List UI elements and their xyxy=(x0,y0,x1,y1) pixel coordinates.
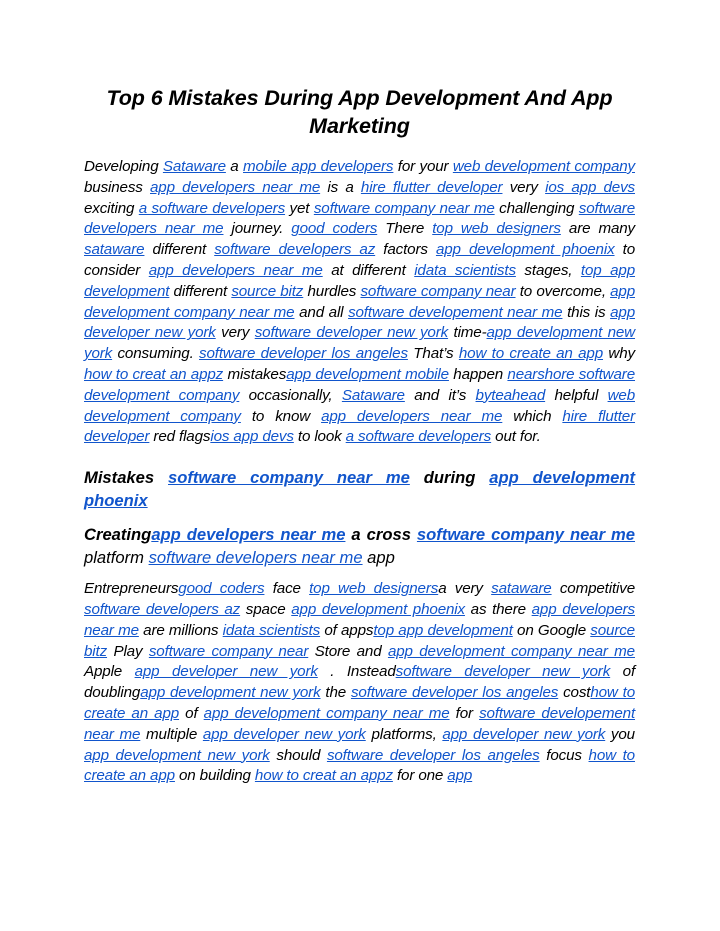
text-run: competitive xyxy=(551,580,636,598)
section-heading-mistakes xyxy=(84,466,635,512)
inline-link[interactable]: software developement near me xyxy=(84,704,636,743)
text-run: platform xyxy=(84,548,149,568)
text-run: helpful xyxy=(545,386,608,404)
inline-link[interactable]: software company near me xyxy=(168,468,410,488)
text-run: Entrepreneurs xyxy=(84,580,179,598)
inline-link[interactable]: software company near me xyxy=(416,525,636,545)
inline-link[interactable]: nearshore software development company xyxy=(84,365,636,404)
inline-link[interactable]: how to create an app xyxy=(84,684,635,722)
text-run: space xyxy=(240,600,292,618)
cross-platform-paragraph xyxy=(84,579,635,787)
text-run: to know xyxy=(240,407,322,425)
text-run: Mistakes xyxy=(84,468,169,488)
inline-link[interactable]: good coders xyxy=(291,220,378,238)
text-run: Creating xyxy=(84,525,152,545)
inline-link[interactable]: app development company near me xyxy=(387,642,635,660)
inline-link[interactable]: web development company xyxy=(452,158,635,175)
inline-link[interactable]: app development company near me xyxy=(84,282,635,321)
text-run: of apps xyxy=(320,621,374,639)
inline-link[interactable]: idata scientists xyxy=(222,621,321,639)
text-run: multiple xyxy=(140,725,203,743)
text-run: the xyxy=(320,684,351,702)
text-run: you xyxy=(605,725,635,743)
text-run: for xyxy=(449,704,480,722)
intro-paragraph xyxy=(84,157,635,448)
text-run: Store and xyxy=(308,642,388,660)
text-run: Play xyxy=(107,642,149,660)
inline-link[interactable]: software company near me xyxy=(313,199,495,217)
inline-link[interactable]: app development mobile xyxy=(286,365,449,383)
inline-link[interactable]: app development new york xyxy=(84,324,636,363)
text-run: of doubling xyxy=(84,663,636,702)
text-run: and it’s xyxy=(404,386,476,404)
inline-link[interactable]: ios app devs xyxy=(545,178,635,196)
text-run: for one xyxy=(392,767,448,785)
text-run: platforms, xyxy=(365,725,443,743)
inline-link[interactable]: app developers near me xyxy=(84,600,635,639)
text-run: stages, xyxy=(515,261,581,279)
text-run: very xyxy=(215,324,255,342)
text-run: different xyxy=(169,282,232,300)
text-run: very xyxy=(502,178,546,196)
inline-link[interactable]: software company near xyxy=(148,642,309,660)
text-run: to look xyxy=(293,428,346,446)
inline-link[interactable]: app development phoenix xyxy=(291,600,465,618)
inline-link[interactable]: web development company xyxy=(84,386,635,425)
inline-link[interactable]: app developers near me xyxy=(151,525,346,545)
text-run: red flags xyxy=(149,428,211,446)
text-run: during xyxy=(409,468,490,488)
text-run: journey. xyxy=(223,220,292,238)
inline-link[interactable]: app development phoenix xyxy=(435,241,615,259)
inline-link[interactable]: how to creat an appz xyxy=(84,365,224,383)
text-run: hurdles xyxy=(303,282,361,300)
inline-link[interactable]: how to create an app xyxy=(458,345,604,363)
inline-link[interactable]: app developers near me xyxy=(150,178,321,196)
inline-link[interactable]: app development phoenix xyxy=(84,468,636,511)
text-run: business xyxy=(84,178,151,196)
text-run: as there xyxy=(464,600,532,618)
text-run: this is xyxy=(562,303,611,321)
subsection-heading-cross-platform xyxy=(84,523,635,569)
inline-link[interactable]: top web designers xyxy=(309,580,439,598)
inline-link[interactable]: app developers near me xyxy=(321,407,503,425)
inline-link[interactable]: top app development xyxy=(373,621,513,639)
text-run: Apple xyxy=(84,663,135,681)
inline-link[interactable]: sataware xyxy=(84,241,145,259)
text-run: consuming. xyxy=(112,345,200,363)
inline-link[interactable]: source bitz xyxy=(84,621,635,660)
inline-link[interactable]: software developer new york xyxy=(254,324,449,342)
text-run: different xyxy=(144,241,215,259)
text-run: out for. xyxy=(491,428,541,446)
text-run: a xyxy=(225,158,244,175)
text-run: on Google xyxy=(512,621,591,639)
inline-link[interactable]: app development new york xyxy=(84,746,270,764)
text-run: face xyxy=(264,580,310,598)
inline-link[interactable]: how to creat an appz xyxy=(254,767,393,785)
text-run: cost xyxy=(558,684,591,702)
document-title: Top 6 Mistakes During App Development And App Marketing xyxy=(106,86,613,138)
inline-link[interactable]: software developers near me xyxy=(84,199,635,238)
inline-link[interactable]: a software developers xyxy=(345,428,492,446)
text-run: . Instead xyxy=(317,663,396,681)
inline-link[interactable]: hire flutter developer xyxy=(84,407,636,446)
inline-link[interactable]: sataware xyxy=(491,580,552,598)
text-run: challenging xyxy=(494,199,579,217)
text-run: to overcome, xyxy=(515,282,611,300)
text-run: app xyxy=(362,548,395,568)
text-run: are many xyxy=(560,220,635,238)
inline-link[interactable]: software developement near me xyxy=(348,303,563,321)
inline-link[interactable]: hire flutter developer xyxy=(360,178,503,196)
inline-link[interactable]: a software developers xyxy=(138,199,286,217)
inline-link[interactable]: mobile app developers xyxy=(243,158,394,175)
inline-link[interactable]: top web designers xyxy=(432,220,561,238)
text-run: mistakes xyxy=(223,365,287,383)
inline-link[interactable]: software company near xyxy=(360,282,516,300)
inline-link[interactable]: app developer new york xyxy=(442,725,606,743)
text-run: time- xyxy=(448,324,487,342)
text-run: at different xyxy=(322,261,415,279)
inline-link[interactable]: ios app devs xyxy=(210,428,294,446)
inline-link[interactable]: software developers az xyxy=(214,241,376,259)
text-run: There xyxy=(377,220,433,238)
text-run: are millions xyxy=(138,621,223,639)
text-run: happen xyxy=(448,365,508,383)
inline-link[interactable]: app developer new york xyxy=(134,663,318,681)
inline-link[interactable]: Sataware xyxy=(341,386,405,404)
text-run: for your xyxy=(393,158,453,175)
inline-link[interactable]: idata scientists xyxy=(414,261,516,279)
inline-link[interactable]: Sataware xyxy=(162,158,226,175)
text-run: yet xyxy=(285,199,314,217)
inline-link[interactable]: software developers az xyxy=(84,600,241,618)
inline-link[interactable]: software developer los angeles xyxy=(326,746,540,764)
inline-link[interactable]: top app development xyxy=(84,261,636,300)
inline-link[interactable]: how to create an app xyxy=(84,746,635,785)
text-run: a cross xyxy=(345,525,417,545)
inline-link[interactable]: software developer new york xyxy=(395,663,611,681)
text-run: and all xyxy=(294,303,349,321)
inline-link[interactable]: good coders xyxy=(178,580,265,598)
text-run: why xyxy=(603,345,635,363)
inline-link[interactable]: app developer new york xyxy=(202,725,366,743)
text-run: to consider xyxy=(84,241,636,279)
inline-link[interactable]: app xyxy=(447,767,473,785)
inline-link[interactable]: software developer los angeles xyxy=(199,345,408,363)
text-run: a very xyxy=(438,580,492,598)
text-run: occasionally, xyxy=(239,386,342,404)
text-run: which xyxy=(502,407,563,425)
inline-link[interactable]: app developers near me xyxy=(148,261,323,279)
inline-link[interactable]: app developer new york xyxy=(84,303,635,342)
text-run: should xyxy=(269,746,327,764)
text-run: on building xyxy=(174,767,255,785)
text-run: focus xyxy=(539,746,589,764)
text-run: exciting xyxy=(84,199,139,217)
text-run: Developing xyxy=(84,158,163,175)
inline-link[interactable]: app development company near me xyxy=(203,704,450,722)
inline-link[interactable]: software developer los angeles xyxy=(350,684,559,702)
text-run: is a xyxy=(320,178,361,196)
text-run: of xyxy=(179,704,204,722)
inline-link[interactable]: software developers near me xyxy=(148,548,363,568)
inline-link[interactable]: source bitz xyxy=(231,282,304,300)
document-page xyxy=(84,84,635,787)
inline-link[interactable]: byteahead xyxy=(475,386,546,404)
text-run: factors xyxy=(375,241,436,259)
inline-link[interactable]: app development new york xyxy=(140,684,321,702)
text-run: That’s xyxy=(407,345,459,363)
